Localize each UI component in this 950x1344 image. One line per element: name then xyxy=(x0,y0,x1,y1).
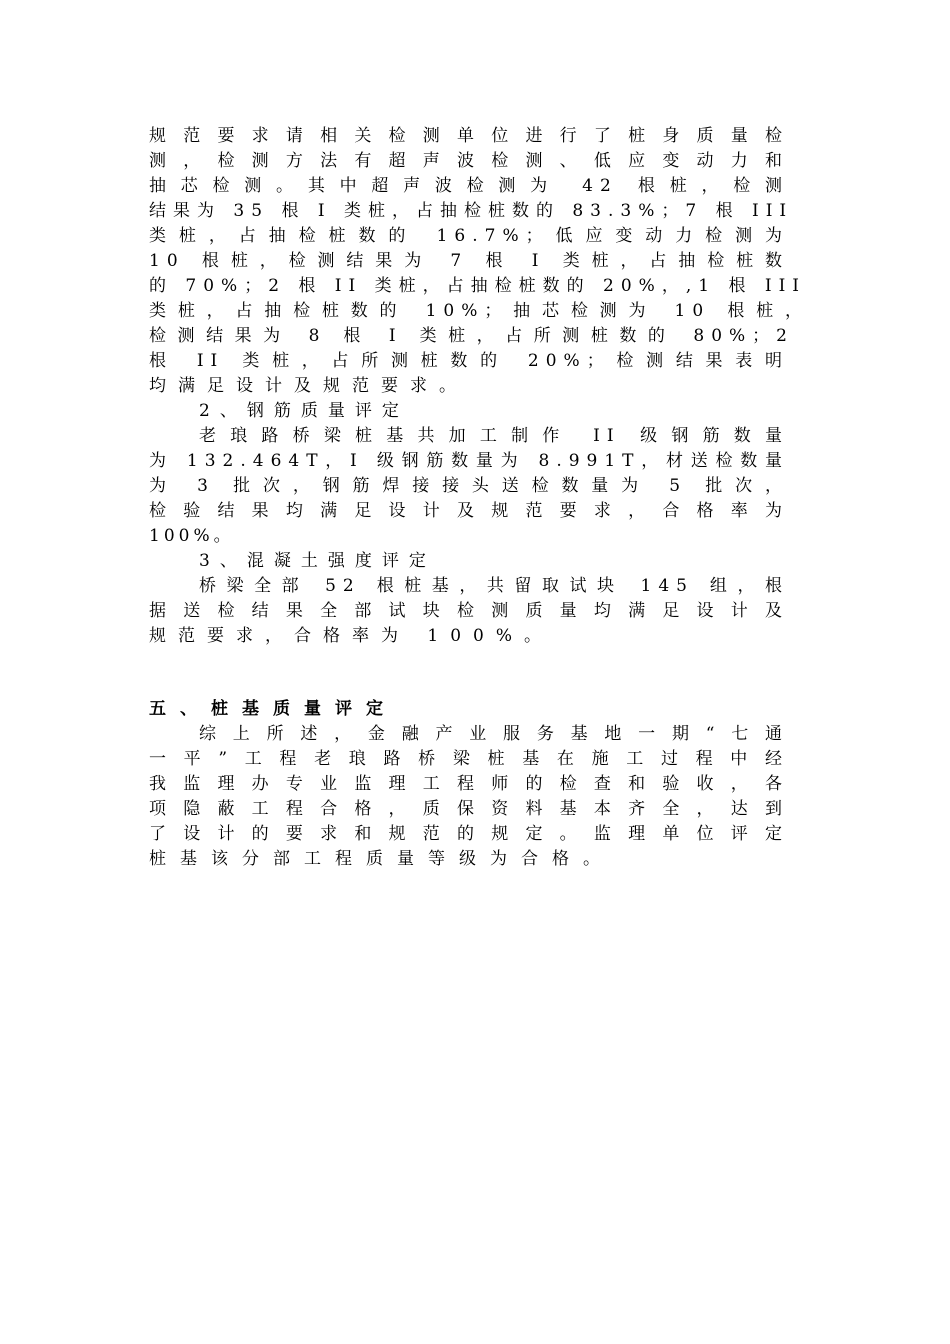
paragraph-line: 抽芯检测。其中超声波检测为 42 根桩，检测 xyxy=(149,176,789,196)
paragraph-line: 结果为 35 根 I 类桩，占抽检桩数的 83.3%；7 根 III xyxy=(149,201,794,221)
paragraph-line: 老琅路桥梁桩基共加工制作 II 级钢筋数量 xyxy=(199,426,789,446)
paragraph-line: 的 70%；2 根 II 类桩，占抽检桩数的 20%，,1 根 III xyxy=(149,276,807,296)
paragraph-line: 综上所述，金融产业服务基地一期“七通 xyxy=(199,724,789,744)
paragraph-line: 我监理办专业监理工程师的检查和验收，各 xyxy=(149,774,789,794)
paragraph-line: 检验结果均满足设计及规范要求，合格率为 xyxy=(149,501,789,521)
paragraph-line: 桩基该分部工程质量等级为合格。 xyxy=(149,849,614,869)
paragraph-line: 项隐蔽工程合格，质保资料基本齐全，达到 xyxy=(149,799,789,819)
paragraph-line: 均满足设计及规范要求。 xyxy=(149,376,468,396)
paragraph-line: 桥梁全部 52 根桩基，共留取试块 145 组，根 xyxy=(199,576,789,596)
paragraph-line: 规范要求，合格率为 100%。 xyxy=(149,626,554,646)
paragraph-line: 为 3 批次，钢筋焊接接头送检数量为 5 批次， xyxy=(149,476,789,496)
paragraph-line: 10 根桩，检测结果为 7 根 I 类桩，占抽检桩数 xyxy=(149,251,789,271)
paragraph-line: 根 II 类桩，占所测桩数的 20%；检测结果表明 xyxy=(149,351,789,371)
section-heading: 2、钢筋质量评定 xyxy=(199,401,409,421)
paragraph-line: 据送检结果全部试块检测质量均满足设计及 xyxy=(149,601,789,621)
paragraph-line: 类桩，占抽检桩数的 16.7%；低应变动力检测为 xyxy=(149,226,789,246)
paragraph-line: 规范要求请相关检测单位进行了桩身质量检 xyxy=(149,126,789,146)
paragraph-line: 类桩，占抽检桩数的 10%；抽芯检测为 10 根桩， xyxy=(149,301,809,321)
paragraph-line: 一平”工程老琅路桥梁桩基在施工过程中经 xyxy=(149,749,789,769)
paragraph-line: 测，检测方法有超声波检测、低应变动力和 xyxy=(149,151,789,171)
paragraph-line: 了设计的要求和规范的规定。监理单位评定 xyxy=(149,824,789,844)
section-heading: 3、混凝土强度评定 xyxy=(199,551,436,571)
chapter-heading: 五、桩基质量评定 xyxy=(149,699,397,719)
paragraph-line: 100%。 xyxy=(149,526,235,546)
paragraph-line: 检测结果为 8 根 I 类桩，占所测桩数的 80%；2 xyxy=(149,326,794,346)
paragraph-line: 为 132.464T，I 级钢筋数量为 8.991T，材送检数量 xyxy=(149,451,789,471)
